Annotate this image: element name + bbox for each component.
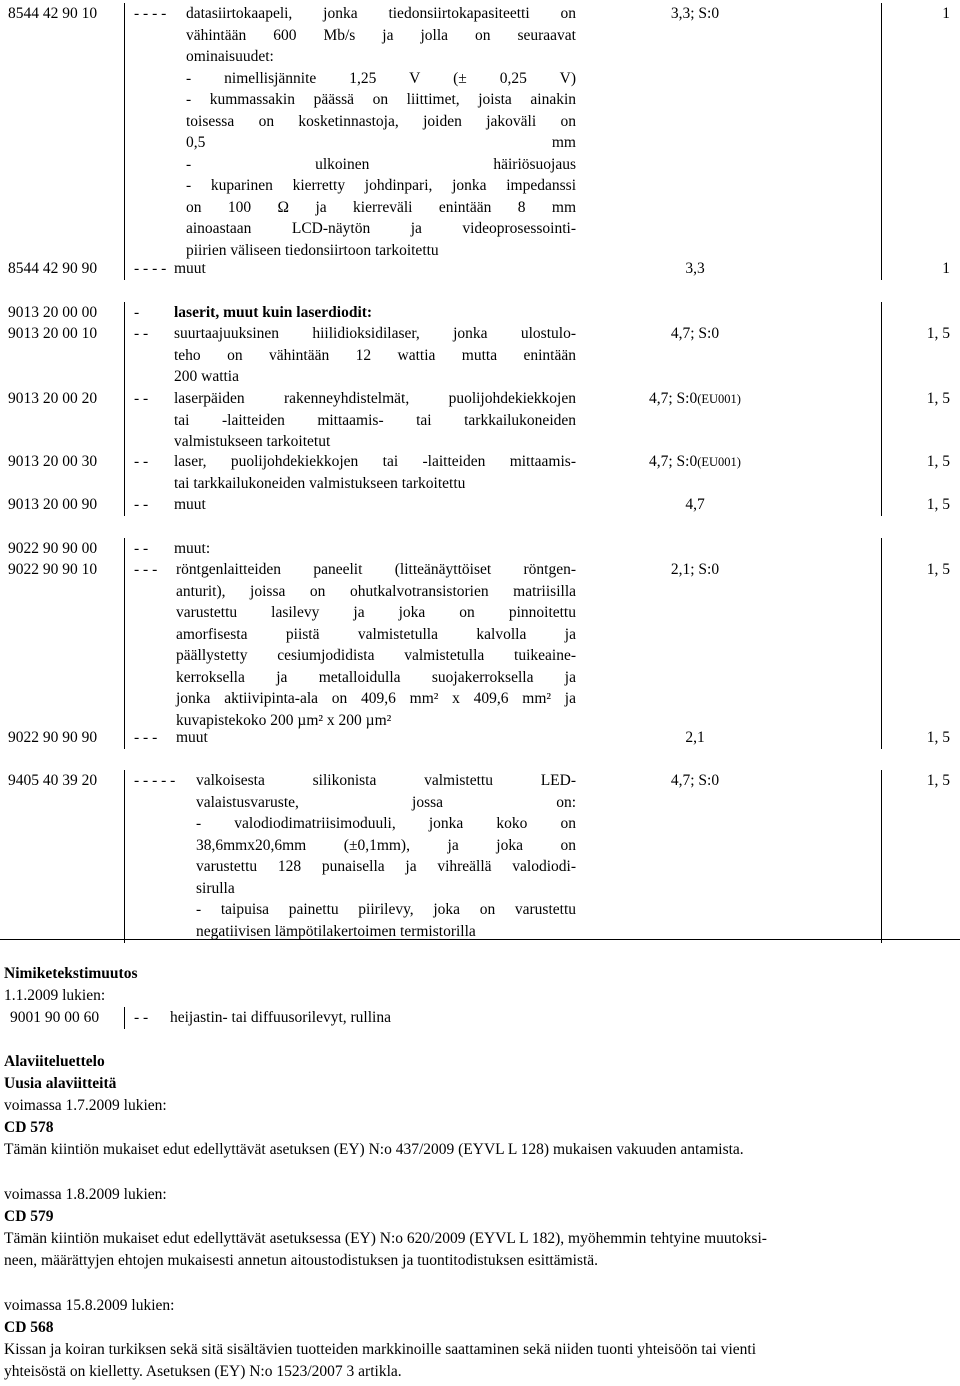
column-separator bbox=[124, 3, 125, 262]
category: 1, 5 bbox=[926, 772, 950, 789]
description-line: muut: bbox=[174, 540, 211, 557]
tariff-code: 9013 20 00 90 bbox=[8, 496, 98, 513]
table-row bbox=[0, 770, 960, 943]
description bbox=[176, 559, 576, 731]
description bbox=[174, 323, 576, 388]
description-line: 38,6mmx20,6mm (±0,1mm), ja joka on bbox=[196, 836, 576, 854]
tariff-code: 9022 90 90 00 bbox=[8, 540, 98, 557]
description-line: laser, puolijohdekiekkojen tai -laitteiden mittaamis- bbox=[174, 453, 576, 470]
description-line: kuvapistekoko 200 µm² x 200 µm² bbox=[176, 711, 392, 729]
description-line: 200 wattia bbox=[174, 368, 239, 385]
description-line: ominaisuudet: bbox=[186, 48, 274, 65]
column-separator bbox=[124, 727, 125, 749]
table-row bbox=[0, 302, 960, 324]
description-line: toisessa on kosketinnastoja, joiden jakoväli on bbox=[186, 112, 576, 130]
duty-rate-value: 3,3; S:0 bbox=[670, 5, 720, 22]
description-line: - valodiodimatriisimoduuli, jonka koko on bbox=[196, 815, 576, 832]
description-line: ainoastaan LCD-näytön ja videoprosessointi- bbox=[186, 220, 576, 237]
description bbox=[174, 388, 576, 453]
description-line: - kuparinen kierretty johdinpari, jonka impedanssi bbox=[186, 177, 576, 194]
tariff-code: 9022 90 90 90 bbox=[8, 729, 98, 746]
table-row bbox=[0, 451, 960, 494]
table-row bbox=[0, 388, 960, 453]
duty-rate bbox=[600, 770, 790, 792]
name-change-heading: Nimiketekstimuutos bbox=[4, 965, 138, 982]
column-separator bbox=[124, 302, 125, 324]
description-line: teho on vähintään 12 wattia mutta enintään bbox=[174, 346, 576, 364]
column-separator bbox=[881, 3, 882, 262]
description-line: jonka aktiivipinta-ala on 409,6 mm² x 409,6 mm² ja bbox=[176, 690, 576, 707]
description bbox=[196, 770, 576, 942]
indent-dashes: - - - - bbox=[134, 260, 167, 277]
description-line: varustettu 128 punaisella ja vihreällä valodiodi- bbox=[196, 858, 576, 875]
duty-rate bbox=[600, 388, 790, 411]
duty-rate-value: 4,7; S:0 bbox=[670, 325, 720, 342]
description-line: laserit, muut kuin laserdiodit: bbox=[174, 304, 373, 321]
duty-rate bbox=[600, 727, 790, 749]
category: 1 bbox=[942, 260, 950, 277]
table-row bbox=[0, 538, 960, 560]
indent-dashes: - - bbox=[134, 540, 149, 557]
tariff-code: 9013 20 00 30 bbox=[8, 453, 98, 470]
column-separator bbox=[124, 770, 125, 943]
indent-dashes: - - bbox=[134, 496, 149, 513]
description-line: piirien väliseen tiedonsiirtoon tarkoitettu bbox=[186, 241, 439, 259]
tariff-code: 9013 20 00 20 bbox=[8, 390, 98, 407]
category: 1, 5 bbox=[926, 496, 950, 513]
footnote-text: Kissan ja koiran turkiksen sekä sitä sisältävien tuotteiden markkinoille saattaminen sekä niiden tuonti yhteisöön tai vienti bbox=[4, 1341, 757, 1358]
description bbox=[174, 494, 576, 516]
indent-dashes: - - - - - bbox=[134, 772, 176, 789]
table-row bbox=[0, 323, 960, 388]
footnotes-subheading: Uusia alaviitteitä bbox=[4, 1075, 117, 1092]
description-line: tai tarkkailukoneiden valmistukseen tarkoitettu bbox=[174, 474, 466, 492]
column-separator bbox=[881, 302, 882, 324]
duty-rate-value: 4,7 bbox=[685, 496, 705, 513]
footnote-code: CD 568 bbox=[4, 1319, 54, 1336]
duty-rate bbox=[600, 494, 790, 516]
description-line: sirulla bbox=[196, 879, 235, 897]
footnote-text: yhteisöstä on kielletty. Asetuksen (EY) N:o 1523/2007 3 artikla. bbox=[4, 1363, 402, 1380]
column-separator bbox=[881, 538, 882, 560]
duty-rate-value: 2,1 bbox=[685, 729, 705, 746]
description-line: muut bbox=[174, 496, 206, 513]
description-line: suurtaajuuksinen hiilidioksidilaser, jonka ulostulo- bbox=[174, 325, 576, 342]
tariff-code: 9013 20 00 00 bbox=[8, 304, 98, 321]
column-separator bbox=[124, 559, 125, 732]
tariff-code: 9022 90 90 10 bbox=[8, 561, 98, 578]
table-row bbox=[0, 559, 960, 732]
name-change-separator bbox=[124, 1007, 125, 1029]
description-line: tai -laitteiden mittaamis- tai tarkkailukoneiden bbox=[174, 411, 576, 429]
duty-rate-value: 4,7; S:0 bbox=[649, 453, 698, 470]
footnote-text: neen, määrättyjen ehtojen mukaisesti annetun aitoustodistuksen ja tuontitodistuksen esittämistä. bbox=[4, 1252, 599, 1269]
indent-dashes: - - - bbox=[134, 729, 158, 746]
category: 1, 5 bbox=[926, 325, 950, 342]
table-bottom-rule bbox=[0, 939, 960, 940]
description-line: muut bbox=[176, 729, 208, 746]
footnote-text: Tämän kiintiön mukaiset edut edellyttävät asetuksen (EY) N:o 437/2009 (EYVL L 128) mukaisen vakuuden antamista. bbox=[4, 1141, 744, 1158]
description-line: - nimellisjännite 1,25 V (± 0,25 V) bbox=[186, 69, 576, 87]
duty-rate bbox=[600, 258, 790, 280]
indent-dashes: - - - - bbox=[134, 5, 167, 22]
tariff-code: 9013 20 00 10 bbox=[8, 325, 98, 342]
name-change-date: 1.1.2009 lukien: bbox=[4, 987, 106, 1004]
tariff-code: 8544 42 90 10 bbox=[8, 5, 98, 22]
indent-dashes: - - bbox=[134, 325, 149, 342]
description-line: päällystetty cesiumjodidista valmistetulla tuikeaine- bbox=[176, 647, 576, 664]
footnote-text: Tämän kiintiön mukaiset edut edellyttävät asetuksessa (EY) N:o 620/2009 (EYVL L 182), myöhemmin tehtyine muutoksi- bbox=[4, 1230, 767, 1247]
description-line: varustettu lasilevy ja joka on pinnoitettu bbox=[176, 604, 576, 621]
description bbox=[174, 258, 576, 280]
table-row bbox=[0, 727, 960, 749]
description bbox=[174, 538, 576, 560]
footnotes-heading: Alaviiteluettelo bbox=[4, 1053, 105, 1070]
description-line: valaistusvaruste, jossa on: bbox=[196, 793, 576, 811]
category: 1, 5 bbox=[926, 561, 950, 578]
duty-rate-value: 2,1; S:0 bbox=[670, 561, 720, 578]
tariff-code: 9405 40 39 20 bbox=[8, 772, 98, 789]
indent-dashes: - - bbox=[134, 390, 149, 407]
description bbox=[174, 451, 576, 494]
name-change-text: heijastin- tai diffuusorilevyt, rullina bbox=[170, 1009, 391, 1026]
category: 1, 5 bbox=[926, 453, 950, 470]
category: 1, 5 bbox=[926, 390, 950, 407]
column-separator bbox=[881, 559, 882, 732]
description-line: amorfisesta piistä valmistetulla kalvolla ja bbox=[176, 625, 576, 643]
column-separator bbox=[124, 538, 125, 560]
column-separator bbox=[124, 388, 125, 453]
indent-dashes: - - - bbox=[134, 561, 158, 578]
duty-rate-value: 4,7; S:0 bbox=[649, 390, 698, 407]
description-line: vähintään 600 Mb/s ja jolla on seuraavat bbox=[186, 26, 576, 44]
description bbox=[186, 3, 576, 261]
table-row bbox=[0, 3, 960, 262]
duty-rate bbox=[600, 451, 790, 474]
column-separator bbox=[881, 770, 882, 943]
description-line: - kummassakin päässä on liittimet, joista ainakin bbox=[186, 91, 576, 108]
description-line: kerroksella ja metalloidulla suojakerroksella ja bbox=[176, 668, 576, 686]
description-line: - taipuisa painettu piirilevy, joka on varustettu bbox=[196, 901, 576, 918]
indent-dashes: - bbox=[134, 304, 140, 321]
duty-rate-value: 3,3 bbox=[685, 260, 705, 277]
duty-rate bbox=[600, 559, 790, 581]
category: 1 bbox=[942, 5, 950, 22]
duty-rate bbox=[600, 3, 790, 25]
duty-rate-note: (EU001) bbox=[697, 392, 741, 406]
table-row bbox=[0, 494, 960, 516]
footnote-code: CD 578 bbox=[4, 1119, 54, 1136]
indent-dashes: - - bbox=[134, 453, 149, 470]
description-line: muut bbox=[174, 260, 206, 277]
description-line: valkoisesta silikonista valmistettu LED- bbox=[196, 772, 576, 789]
column-separator bbox=[124, 258, 125, 280]
description-line: on 100 Ω ja kierreväli enintään 8 mm bbox=[186, 198, 576, 216]
table-row bbox=[0, 258, 960, 280]
description-line: negatiivisen lämpötilakertoimen termistorilla bbox=[196, 922, 476, 940]
description-line: 0,5 mm bbox=[186, 134, 576, 151]
column-separator bbox=[124, 451, 125, 494]
name-change-dash: - - bbox=[134, 1009, 149, 1026]
footnote-date: voimassa 1.7.2009 lukien: bbox=[4, 1097, 167, 1114]
description bbox=[174, 302, 576, 324]
description bbox=[176, 727, 576, 749]
name-change-code: 9001 90 00 60 bbox=[10, 1009, 100, 1026]
description-line: - ulkoinen häiriösuojaus bbox=[186, 155, 576, 173]
description-line: datasiirtokaapeli, jonka tiedonsiirtokapasiteetti on bbox=[186, 5, 576, 22]
category: 1, 5 bbox=[926, 729, 950, 746]
description-line: laserpäiden rakenneyhdistelmät, puolijohdekiekkojen bbox=[174, 390, 576, 407]
description-line: anturit), joissa on ohutkalvotransistorien matriisilla bbox=[176, 582, 576, 600]
tariff-code: 8544 42 90 90 bbox=[8, 260, 98, 277]
column-separator bbox=[124, 494, 125, 516]
duty-rate-value: 4,7; S:0 bbox=[670, 772, 720, 789]
footnote-date: voimassa 15.8.2009 lukien: bbox=[4, 1297, 175, 1314]
footnote-code: CD 579 bbox=[4, 1208, 54, 1225]
description-line: röntgenlaitteiden paneelit (litteänäyttöiset röntgen- bbox=[176, 561, 576, 578]
duty-rate bbox=[600, 323, 790, 345]
duty-rate-note: (EU001) bbox=[697, 455, 741, 469]
column-separator bbox=[124, 323, 125, 388]
footnote-date: voimassa 1.8.2009 lukien: bbox=[4, 1186, 167, 1203]
description-line: valmistukseen tarkoitetut bbox=[174, 433, 331, 450]
